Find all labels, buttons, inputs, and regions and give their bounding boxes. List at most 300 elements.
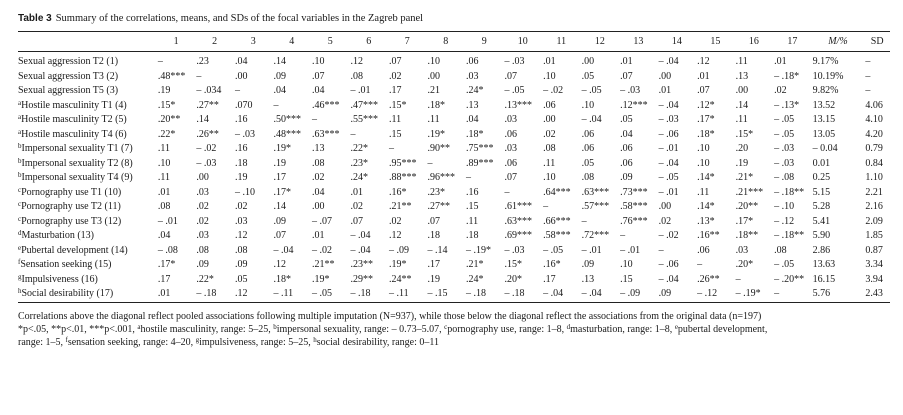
table-cell: .63*** (504, 215, 533, 227)
table-cell: .17* (157, 259, 176, 271)
table-cell: – .18** (774, 186, 805, 198)
table-cell: – (350, 128, 356, 140)
table-cell: .02 (350, 201, 363, 213)
table-cell: .14 (273, 56, 286, 68)
row-label-text: Hostile masculinity T4 (6) (21, 128, 127, 140)
table-cell: – (735, 273, 741, 285)
table-cell: .12 (389, 230, 402, 242)
row-label-text: Pornography use T3 (12) (21, 215, 122, 227)
table-cell: – .18 (350, 288, 371, 300)
table-row (18, 99, 890, 114)
table-cell: .10 (157, 157, 171, 169)
table-cell: .26** (697, 273, 720, 285)
table-cell: .02 (658, 215, 672, 227)
table-cell: – .04 (350, 244, 371, 256)
row-footnote-marker: e (18, 243, 22, 252)
table-cell: .18* (466, 128, 484, 140)
table-cell: – (543, 201, 549, 213)
table-cell: .03 (196, 230, 209, 242)
table-row (18, 273, 890, 288)
table-cell: 5.15 (812, 186, 831, 198)
table-cell: .23* (427, 186, 446, 198)
table-cell: .19* (311, 273, 330, 285)
row-label (18, 244, 157, 259)
table-cell: .01 (543, 56, 556, 68)
row-footnote-marker: b (18, 171, 22, 180)
table-cell: – .01 (581, 244, 602, 256)
table-cell: .13 (311, 143, 325, 155)
table-cell: .02 (196, 201, 209, 213)
table-cell: .20* (735, 259, 754, 271)
table-cell: .64*** (543, 186, 571, 198)
row-footnote-marker: f (18, 258, 21, 267)
row-label-text: Social desirability (17) (21, 288, 114, 300)
table-cell: .13 (581, 273, 595, 285)
row-label (18, 84, 157, 99)
table-cell: .15* (735, 128, 754, 140)
table-cell: .21*** (735, 186, 764, 198)
table-cell: – .05 (311, 288, 332, 300)
table-title: Summary of the correlations, means, and SDs of the focal variables in the Zagreb panel (55, 13, 424, 24)
row-label-text: Masturbation (13) (21, 230, 94, 242)
table-cell: .05 (234, 273, 248, 285)
table-cell: – (389, 143, 394, 155)
table-cell: – (865, 85, 871, 97)
table-cell: – .11 (389, 288, 409, 300)
table-cell: .04 (311, 85, 325, 97)
table-header-row (18, 32, 890, 52)
table-cell: 10.19% (812, 70, 844, 82)
row-footnote-marker: b (18, 156, 22, 165)
table-cell: .03 (504, 114, 518, 126)
table-cell: – .04 (273, 244, 294, 256)
table-cell: .08 (157, 201, 171, 213)
table-cell: .22* (350, 143, 368, 155)
note-line-1: Correlations above the diagonal reflect pooled associations following multiple imputation (N=937), while those below the diagonal reflect the associations from the original data (n=197) (18, 310, 762, 322)
table-cell: – .04 (658, 157, 679, 169)
table-cell: .21** (311, 259, 335, 271)
column-header: 11 (556, 36, 567, 47)
row-label (18, 287, 157, 302)
table-cell: .73*** (620, 186, 648, 198)
table-caption (18, 12, 890, 26)
table-cell: .06 (581, 143, 595, 155)
table-cell: – (697, 259, 703, 271)
table-cell: – .04 (658, 273, 679, 285)
table-cell: .02 (311, 172, 325, 184)
table-cell: .27** (427, 201, 451, 213)
table-cell: 2.16 (865, 201, 883, 213)
row-label (18, 128, 157, 143)
table-cell: .14 (735, 99, 749, 111)
table-cell: .58*** (620, 201, 648, 213)
table-cell: .08 (350, 70, 363, 82)
table-cell: .07 (697, 85, 710, 97)
table-cell: .10 (427, 56, 441, 68)
table-cell: – (196, 70, 202, 82)
row-label (18, 70, 157, 85)
table-cell: .11 (543, 157, 556, 169)
table-cell: 3.34 (865, 259, 883, 271)
table-cell: – .04 (543, 288, 564, 300)
table-cell: – (865, 56, 871, 68)
table-cell: .17* (697, 114, 715, 126)
table-cell: .01 (157, 186, 171, 198)
table-cell: .61*** (504, 201, 533, 213)
table-cell: – .05 (774, 128, 795, 140)
table-cell: .08 (234, 244, 248, 256)
table-cell: .13 (735, 70, 749, 82)
table-cell: .17* (735, 215, 754, 227)
column-header: 17 (787, 36, 798, 47)
table-cell: .17 (157, 273, 171, 285)
table-cell: – .09 (620, 288, 641, 300)
column-header: 16 (748, 36, 759, 47)
table-cell: .20* (504, 273, 523, 285)
table-cell: 13.15 (812, 114, 836, 126)
table-cell: .17 (389, 85, 402, 97)
table-cell: 2.21 (865, 186, 883, 198)
table-cell: .12 (234, 230, 248, 242)
row-label-text: Sexual aggression T5 (3) (18, 85, 119, 97)
table-cell: – .12 (697, 288, 718, 300)
table-cell: 5.76 (812, 288, 831, 300)
column-header: 4 (289, 36, 295, 47)
table-cell: 0.84 (865, 157, 883, 169)
column-header: SD (870, 36, 884, 47)
note-line-2: *p<.05, **p<.01, ***p<.001, $^a$hostile masculinity, range: 5–25, $^b$impersonal sexuality, range: – 0.73–5.07, $^c$pornography use, range: 1–8, $^d$masturbation, range: 1–8, $^e$pubertal development, (18, 322, 768, 335)
table-cell: .04 (234, 56, 248, 68)
table-cell: – (658, 244, 664, 256)
table-cell: 2.86 (812, 244, 831, 256)
table-cell: .96*** (427, 172, 456, 184)
table-cell: .17 (273, 172, 286, 184)
table-cell: – .05 (774, 259, 795, 271)
table-cell: .13*** (504, 99, 533, 111)
table-cell: – .04 (658, 56, 679, 68)
table-cell: .72*** (581, 230, 610, 242)
table-row (18, 142, 890, 157)
table-cell: .08 (311, 157, 325, 169)
table-cell: .46*** (311, 99, 340, 111)
table-cell: – .11 (273, 288, 294, 300)
table-cell: .12 (273, 259, 286, 271)
table-cell: .27** (196, 99, 219, 111)
table-label: Table 3 (18, 13, 52, 24)
table-cell: – (774, 288, 780, 300)
table-cell: .12*** (620, 99, 648, 111)
table-cell: .10 (543, 70, 556, 82)
table-cell: .12 (350, 56, 363, 68)
table-cell: .10 (581, 99, 595, 111)
table-cell: .58*** (543, 230, 571, 242)
row-label (18, 99, 157, 114)
table-cell: – .06 (658, 259, 679, 271)
row-label-text: Sexual aggression T2 (1) (18, 56, 119, 68)
table-cell: .15* (157, 99, 176, 111)
table-cell: – (273, 99, 279, 111)
row-label-text: Hostile masculinity T2 (5) (21, 114, 127, 126)
table-cell: .21** (389, 201, 412, 213)
table-cell: – .03 (504, 244, 525, 256)
table-cell: – .05 (543, 244, 564, 256)
table-cell: .07 (620, 70, 633, 82)
table-cell: 4.10 (865, 114, 883, 126)
table-cell: 5.41 (812, 215, 831, 227)
table-cell: .11 (157, 172, 171, 184)
row-label-text: Impulsiveness (16) (21, 273, 98, 285)
table-cell: 0.01 (812, 157, 831, 169)
column-header: 5 (327, 36, 333, 47)
table-row (18, 229, 890, 244)
table-cell: .03 (504, 143, 518, 155)
table-body (18, 52, 890, 303)
row-label-text: Pubertal development (14) (21, 244, 128, 256)
row-label (18, 229, 157, 244)
table-cell: .09 (273, 215, 286, 227)
table-cell: .06 (504, 128, 518, 140)
table-cell: .12 (697, 56, 710, 68)
table-cell: .21* (735, 172, 754, 184)
table-cell: .17 (543, 273, 556, 285)
table-cell: .04 (157, 230, 171, 242)
table-cell: .16* (543, 259, 561, 271)
table-cell: – .05 (658, 172, 679, 184)
table-cell: .47*** (350, 99, 378, 111)
table-cell: .29** (350, 273, 373, 285)
row-label (18, 171, 157, 186)
column-header: 10 (517, 36, 528, 47)
table-cell: – (427, 157, 433, 169)
table-cell: .20 (735, 143, 749, 155)
table-cell: .89*** (466, 157, 494, 169)
table-cell: .07 (389, 56, 402, 68)
table-cell: .11 (735, 114, 748, 126)
table-cell: 4.20 (865, 128, 883, 140)
table-cell: .00 (427, 70, 441, 82)
table-cell: .06 (466, 56, 479, 68)
table-row (18, 157, 890, 172)
table-cell: – .04 (581, 288, 602, 300)
table-cell: .23** (350, 259, 373, 271)
table-cell: .55*** (350, 114, 378, 126)
row-footnote-marker: a (18, 127, 22, 136)
table-cell: – (865, 70, 871, 82)
table-cell: .06 (504, 157, 518, 169)
table-cell: .24* (466, 85, 484, 97)
table-cell: 1.10 (865, 172, 883, 184)
table-cell: .00 (658, 70, 672, 82)
column-header: 6 (366, 36, 372, 47)
table-cell: – .02 (196, 143, 217, 155)
row-label (18, 200, 157, 215)
table-cell: – .03 (620, 85, 641, 97)
table-cell: .19* (427, 128, 446, 140)
table-cell: .07 (427, 215, 441, 227)
row-footnote-marker: b (18, 142, 22, 151)
table-cell: .11 (697, 186, 710, 198)
table-cell: – (581, 215, 587, 227)
table-cell: 16.15 (812, 273, 836, 285)
table-cell: – .06 (658, 128, 679, 140)
table-cell: .09 (234, 259, 248, 271)
table-cell: .19* (389, 259, 407, 271)
table-cell: .17* (273, 186, 291, 198)
table-cell: .01 (658, 85, 672, 97)
table-cell: .11 (735, 56, 748, 68)
table-cell: .75*** (466, 143, 494, 155)
table-cell: 3.94 (865, 273, 883, 285)
table-cell: .16 (234, 143, 248, 155)
table-cell: .06 (581, 128, 595, 140)
table-cell: .070 (234, 99, 253, 111)
table-cell: .07 (311, 70, 325, 82)
table-cell: – .09 (389, 244, 409, 256)
table-cell: – .05 (504, 85, 525, 97)
table-cell: .05 (581, 70, 595, 82)
table-row (18, 186, 890, 201)
table-cell: .23* (350, 157, 368, 169)
table-cell: – .03 (504, 56, 525, 68)
table-cell: .09 (658, 288, 672, 300)
table-cell: – (620, 230, 626, 242)
table-cell: .00 (658, 201, 672, 213)
table-cell: – .13* (774, 99, 800, 111)
table-cell: .12* (697, 99, 715, 111)
row-label (18, 273, 157, 288)
row-label (18, 52, 157, 70)
table-cell: – (504, 186, 510, 198)
table-cell: .09 (196, 259, 209, 271)
row-label-text: Pornography use T2 (11) (21, 201, 121, 213)
table-cell: – .03 (196, 157, 217, 169)
row-label-text: Impersonal sexuality T2 (8) (21, 157, 133, 169)
table-row (18, 287, 890, 302)
column-header: 13 (633, 36, 644, 47)
table-cell: – .034 (196, 85, 222, 97)
column-header: 7 (404, 36, 410, 47)
table-cell: – .08 (774, 172, 795, 184)
row-label-text: Pornography use T1 (10) (21, 186, 122, 198)
table-cell: .01 (697, 70, 710, 82)
correlation-table (18, 31, 890, 303)
table-cell: 13.05 (812, 128, 836, 140)
table-cell: .10 (697, 157, 710, 169)
table-cell: .10 (311, 56, 325, 68)
table-cell: .18 (234, 157, 248, 169)
table-cell: .69*** (504, 230, 533, 242)
table-cell: .00 (196, 172, 209, 184)
row-label (18, 157, 157, 172)
table-cell: – .03 (774, 143, 795, 155)
table-cell: .21 (427, 85, 441, 97)
table-cell: 2.43 (865, 288, 883, 300)
table-cell: .10 (543, 172, 556, 184)
table-cell: – .18** (774, 230, 805, 242)
column-header: 3 (250, 36, 256, 47)
table-cell: .08 (581, 172, 595, 184)
table-cell: .16 (234, 114, 248, 126)
table-cell: .16* (389, 186, 407, 198)
table-cell: 0.87 (865, 244, 883, 256)
table-cell: .14 (196, 114, 209, 126)
table-row (18, 70, 890, 85)
table-row (18, 215, 890, 230)
table-cell: .24* (466, 273, 484, 285)
column-header: 2 (212, 36, 218, 47)
table-cell: – .10 (774, 201, 795, 213)
table-cell: .13 (466, 99, 479, 111)
table-row (18, 200, 890, 215)
table-cell: .19 (234, 172, 248, 184)
table-cell: – .02 (311, 244, 332, 256)
table-cell: – (311, 114, 317, 126)
table-cell: .17 (427, 259, 441, 271)
column-header: 14 (671, 36, 682, 47)
table-cell: – .20** (774, 273, 805, 285)
table-cell: – .01 (658, 186, 679, 198)
table-cell: .06 (543, 99, 556, 111)
row-footnote-marker: c (18, 214, 22, 223)
table-cell: .16 (466, 186, 479, 198)
table-cell: .05 (581, 157, 595, 169)
table-cell: .02 (389, 215, 402, 227)
table-cell: .57*** (581, 201, 610, 213)
table-cell: .15 (466, 201, 479, 213)
table-cell: – .04 (350, 230, 371, 242)
column-header: 8 (443, 36, 449, 47)
row-label (18, 142, 157, 157)
table-cell: – .12 (774, 215, 795, 227)
table-row (18, 113, 890, 128)
table-cell: .07 (504, 70, 518, 82)
row-label (18, 186, 157, 201)
table-cell: .08 (543, 143, 556, 155)
table-row (18, 244, 890, 259)
row-label-text: Impersonal sexuality T4 (9) (21, 172, 133, 184)
table-cell: – .01 (350, 85, 371, 97)
table-cell: .00 (543, 114, 556, 126)
table-cell: .24** (389, 273, 412, 285)
table-cell: .06 (620, 157, 633, 169)
table-cell: 2.09 (865, 215, 883, 227)
table-cell: .16** (697, 230, 720, 242)
table-cell: – .01 (658, 143, 679, 155)
table-cell: .63*** (581, 186, 610, 198)
table-cell: 1.85 (865, 230, 883, 242)
note-line-3: range: 1–5, $^f$sensation seeking, range: 4–20, $^g$impulsiveness, range: 5–25, $^h$social desirability, range: 0–11 (18, 335, 440, 348)
table-cell: .18** (735, 230, 759, 242)
table-cell: .90** (427, 143, 451, 155)
table-cell: 13.63 (812, 259, 836, 271)
table-cell: .15* (504, 259, 523, 271)
table-cell: – 0.04 (812, 143, 838, 155)
table-cell: .63*** (311, 128, 340, 140)
table-cell: .02 (234, 201, 248, 213)
table-cell: – (234, 85, 240, 97)
table-cell: .23 (196, 56, 209, 68)
table-cell: .02 (196, 215, 209, 227)
table-cell: .15 (389, 128, 402, 140)
table-cell: – .05 (774, 114, 795, 126)
column-header: 1 (173, 36, 179, 47)
table-cell: .06 (697, 244, 710, 256)
table-cell: .07 (350, 215, 363, 227)
table-row (18, 258, 890, 273)
table-cell: – (157, 56, 163, 68)
table-cell: .02 (389, 70, 402, 82)
table-cell: .11 (466, 215, 479, 227)
